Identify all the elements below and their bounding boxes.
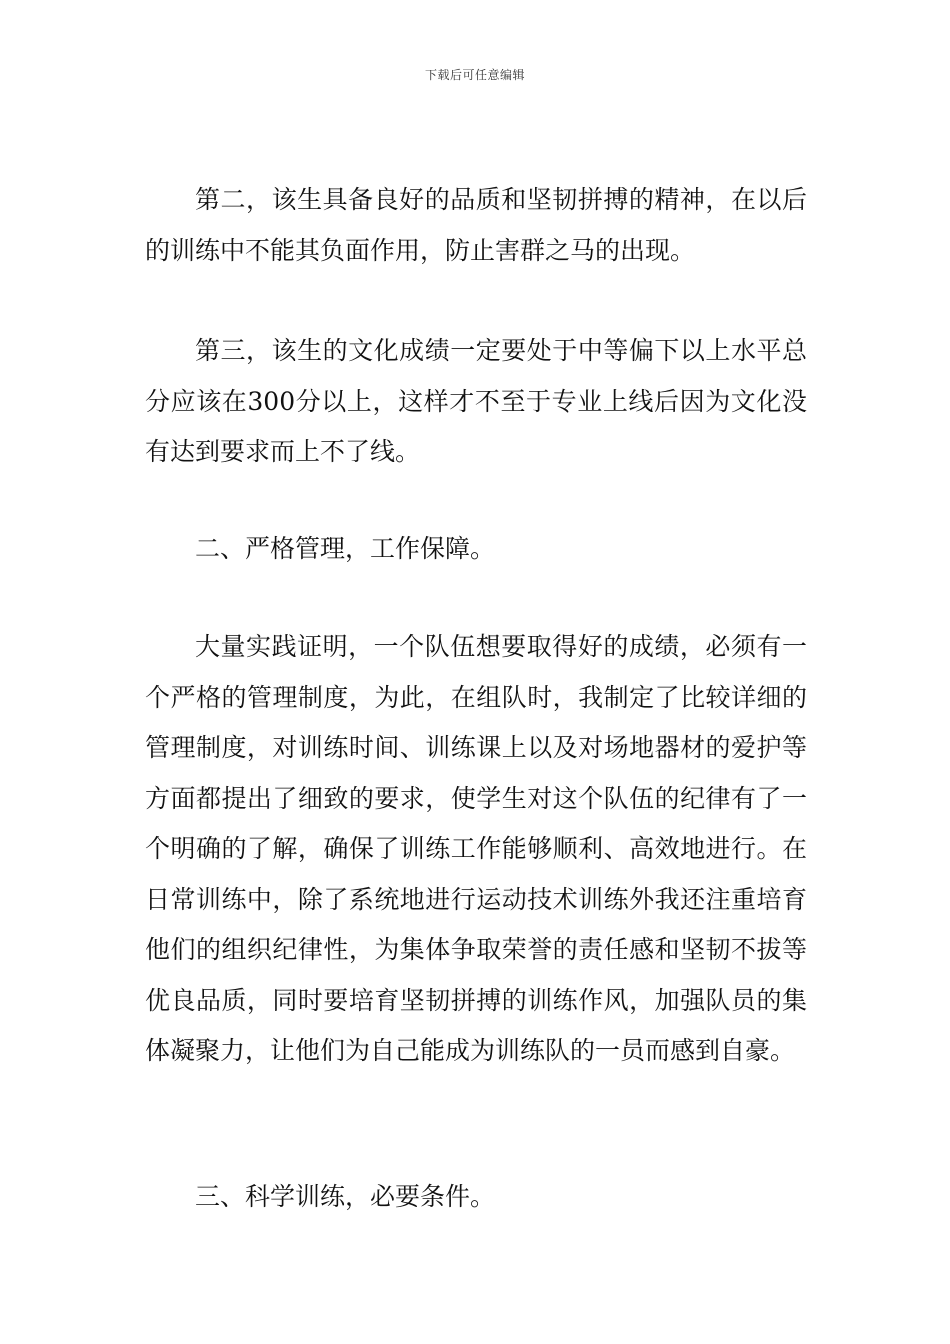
- paragraph-third-criterion: 第三，该生的文化成绩一定要处于中等偏下以上水平总分应该在300分以上，这样才不至于专业上线后因为文化没有达到要求而上不了线。: [145, 336, 807, 466]
- page-header: 下载后可任意编辑: [424, 68, 525, 82]
- section-heading-management: 二、严格管理，工作保障。: [195, 534, 496, 563]
- paragraph-second-criterion: 第二，该生具备良好的品质和坚韧拼搏的精神，在以后的训练中不能其负面作用，防止害群之马的出现。: [145, 185, 807, 265]
- paragraph-management-body: 大量实践证明，一个队伍想要取得好的成绩，必须有一个严格的管理制度，为此，在组队时，我制定了比较详细的管理制度，对训练时间、训练课上以及对场地器材的爱护等方面都提出了细致的要求，使学生对这个队伍的纪律有了一个明确的了解，确保了训练工作能够顺利、高效地进行。在日常训练中，除了系统地进行运动技术训练外我还注重培育他们的组织纪律性，为集体争取荣誉的责任感和坚韧不拔等优良品质，同时要培育坚韧拼搏的训练作风，加强队员的集体凝聚力，让他们为自己能成为训练队的一员而感到自豪。: [145, 632, 807, 1065]
- section-heading-training: 三、科学训练，必要条件。: [195, 1182, 496, 1211]
